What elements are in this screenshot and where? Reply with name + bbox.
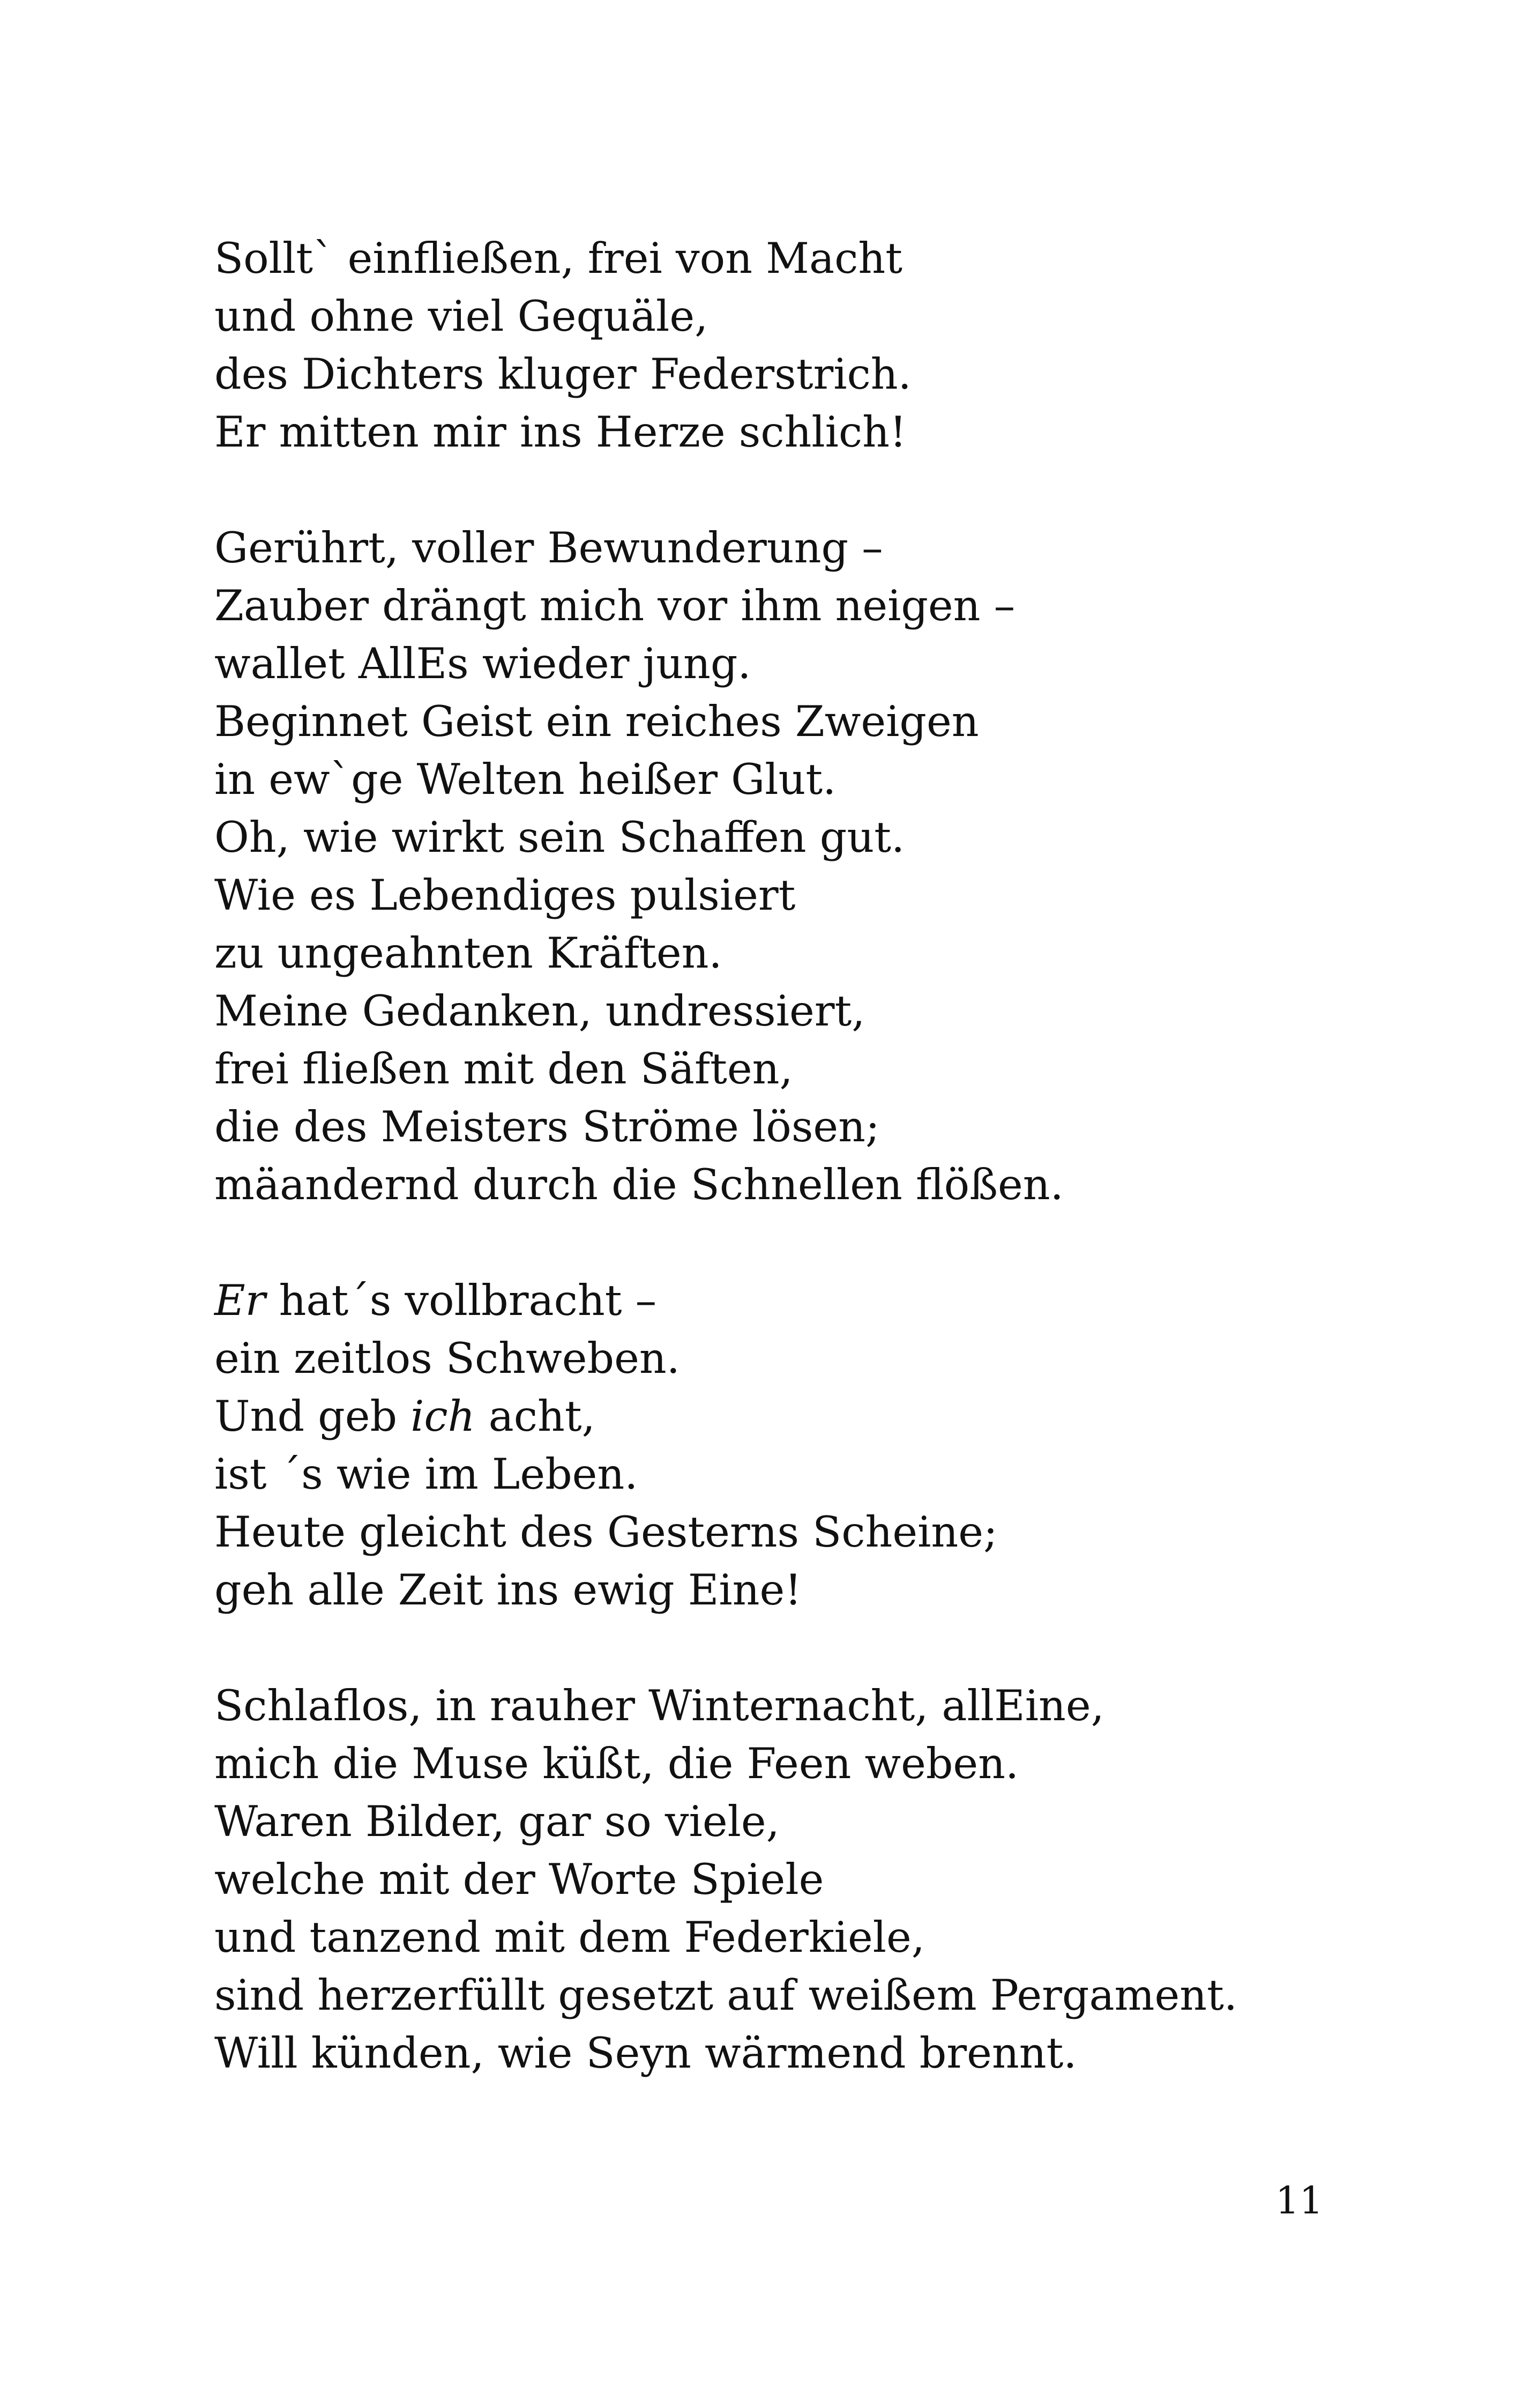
italic-word: ich	[410, 1392, 475, 1441]
stanza-3	[214, 1272, 1340, 1619]
poem-line: Sollt` einfließen, frei von Macht	[214, 234, 902, 283]
poem-line: des Dichters kluger Federstrich.	[214, 350, 912, 399]
line-text: hat´s vollbracht –	[265, 1276, 657, 1325]
poem-line: Schlaflos, in rauher Winternacht, allEine,	[214, 1681, 1104, 1730]
poem-line: sind herzerfüllt gesetzt auf weißem Pergament.	[214, 1971, 1237, 2020]
stanza-4	[214, 1677, 1340, 2082]
poem-line: ist ´s wie im Leben.	[214, 1450, 638, 1499]
poem-line: ein zeitlos Schweben.	[214, 1334, 680, 1383]
poem-line: Beginnet Geist ein reiches Zweigen	[214, 697, 979, 746]
poem-line	[214, 1272, 1340, 1329]
italic-word: Er	[214, 1276, 266, 1325]
poem-line: Er mitten mir ins Herze schlich!	[214, 407, 907, 457]
poem-line: welche mit der Worte Spiele	[214, 1855, 824, 1904]
poem-line: und tanzend mit dem Federkiele,	[214, 1913, 925, 1962]
poem-line: wallet AllEs wieder jung.	[214, 639, 751, 688]
poem-line: und ohne viel Gequäle,	[214, 292, 708, 341]
poem-line: Heute gleicht des Gesterns Scheine;	[214, 1507, 998, 1557]
page-number: 11	[1275, 2179, 1324, 2223]
poem-line: Will künden, wie Seyn wärmend brennt.	[214, 2028, 1077, 2078]
poem-line: geh alle Zeit ins ewig Eine!	[214, 1565, 802, 1615]
poem-line: Zauber drängt mich vor ihm neigen –	[214, 581, 1016, 630]
poem-line: Waren Bilder, gar so viele,	[214, 1797, 780, 1846]
poem-line: Meine Gedanken, undressiert,	[214, 986, 865, 1036]
poem-line: mich die Muse küßt, die Feen weben.	[214, 1739, 1019, 1788]
line-text: acht,	[475, 1392, 595, 1441]
poem-line: Oh, wie wirkt sein Schaffen gut.	[214, 813, 905, 862]
poem-line	[214, 1387, 1340, 1445]
poem-line: mäandernd durch die Schnellen flößen.	[214, 1160, 1064, 1209]
poem-line: in ew`ge Welten heißer Glut.	[214, 755, 837, 804]
stanza-gap	[214, 1619, 1340, 1677]
poem-line: frei fließen mit den Säften,	[214, 1044, 793, 1094]
poem	[214, 229, 1340, 2082]
poem-line: die des Meisters Ströme lösen;	[214, 1102, 880, 1151]
stanza-gap	[214, 461, 1340, 519]
stanza-gap	[214, 1214, 1340, 1272]
poem-line: Gerührt, voller Bewunderung –	[214, 523, 883, 573]
poem-line: zu ungeahnten Kräften.	[214, 928, 722, 978]
stanza-1	[214, 229, 1340, 461]
stanza-2	[214, 519, 1340, 1214]
line-text: Und geb	[214, 1392, 411, 1441]
poem-line: Wie es Lebendiges pulsiert	[214, 871, 796, 920]
